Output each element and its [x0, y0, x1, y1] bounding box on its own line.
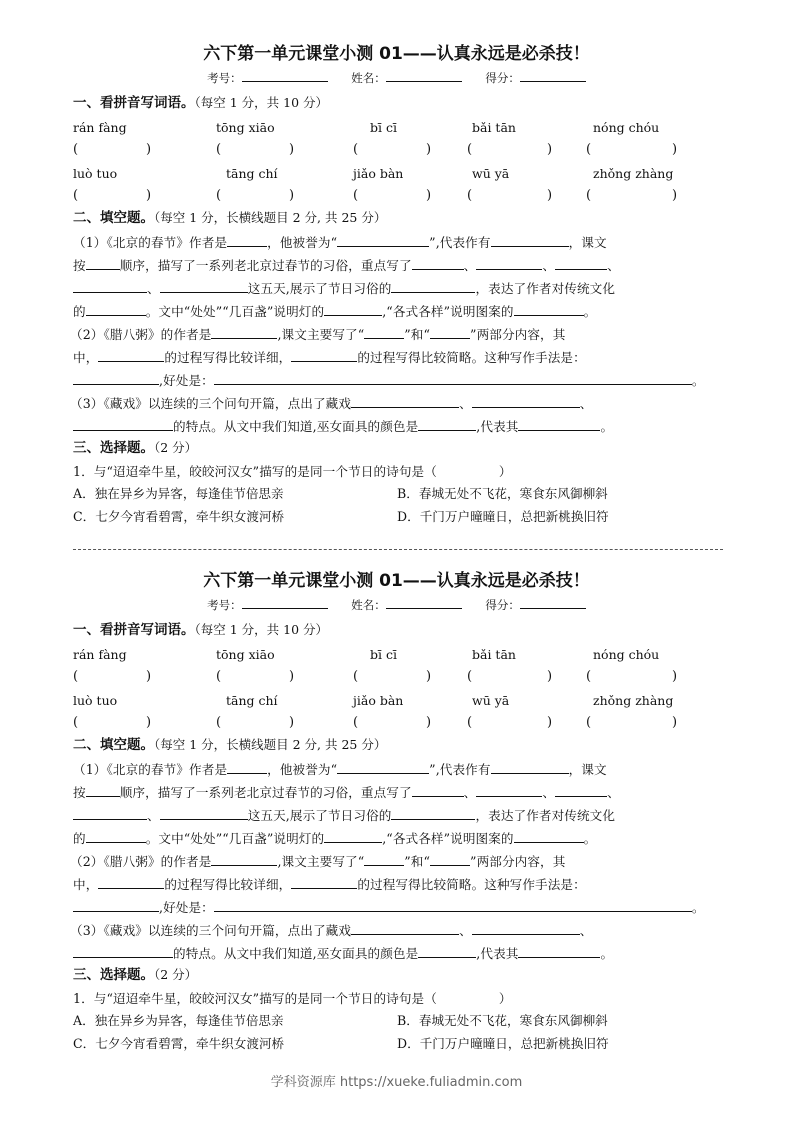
blank-lamps[interactable]	[324, 828, 382, 843]
blank-part-2[interactable]	[430, 851, 470, 866]
pinyin-8: jiǎo bàn	[353, 166, 404, 181]
fill-line-6: 中， 的过程写得比较详细， 的过程写得比较简略。这种写作手法是：	[73, 347, 586, 367]
option-b[interactable]: B．春城无处不飞花，寒食东风御柳斜	[397, 486, 608, 501]
pinyin-9: wū yā	[472, 693, 510, 708]
blank-day-1[interactable]	[412, 782, 464, 797]
blank-author[interactable]	[227, 232, 267, 247]
fill-line-4: 的 。文中“处处”“几百盏”说明灯的 ,“各式各样”说明图案的 。	[73, 301, 596, 321]
answer-box-1[interactable]: ( )	[73, 669, 152, 684]
blank-mask-color[interactable]	[418, 416, 476, 431]
answer-box-9[interactable]: ( )	[467, 715, 553, 730]
fill-line-2: 按 顺序，描写了一系列老北京过春节的习俗，重点写了 、 、 、	[73, 255, 620, 275]
blank-brief[interactable]	[291, 347, 357, 362]
pinyin-6: luò tuo	[73, 693, 118, 708]
blank-author[interactable]	[227, 759, 267, 774]
answer-box-2[interactable]: ( )	[216, 669, 295, 684]
blank-detailed[interactable]	[98, 347, 164, 362]
answer-box-9[interactable]: ( )	[467, 188, 553, 203]
blank-part-1[interactable]	[364, 851, 404, 866]
blank-lamps[interactable]	[324, 301, 382, 316]
blank-part-2[interactable]	[430, 324, 470, 339]
option-a[interactable]: A．独在异乡为异客，每逢佳节倍思亲	[73, 486, 284, 501]
blank-day-5[interactable]	[160, 805, 248, 820]
answer-box-3[interactable]: ( )	[353, 669, 432, 684]
name-label: 姓名：	[351, 598, 386, 612]
blank-custom[interactable]	[391, 278, 475, 293]
answer-box-5[interactable]: ( )	[586, 669, 678, 684]
fill-line-1: （1）《北京的春节》作者是 ，他被誉为“ ”,代表作有 ，课文	[73, 759, 607, 779]
blank-title[interactable]	[337, 759, 429, 774]
name-blank[interactable]	[386, 69, 462, 82]
blank-culture[interactable]	[86, 828, 146, 843]
fill-line-3: 、 这五天,展示了节日习俗的 ，表达了作者对传统文化	[73, 805, 615, 825]
blank-day-1[interactable]	[412, 255, 464, 270]
fill-line-9: 的特点。从文中我们知道,巫女面具的颜色是 ,代表其 。	[73, 416, 613, 436]
score-label: 得分：	[485, 598, 520, 612]
blank-works[interactable]	[491, 759, 569, 774]
exam-no-blank[interactable]	[242, 69, 328, 82]
answer-box-8[interactable]: ( )	[353, 188, 432, 203]
blank-culture[interactable]	[86, 301, 146, 316]
name-blank[interactable]	[386, 596, 462, 609]
blank-day-4[interactable]	[73, 278, 147, 293]
answer-box-3[interactable]: ( )	[353, 142, 432, 157]
answer-box-5[interactable]: ( )	[586, 142, 678, 157]
section-3-heading: 三、选择题。（2 分）	[73, 967, 198, 983]
fill-line-7: ,好处是： 。	[73, 370, 705, 390]
option-c[interactable]: C．七夕今宵看碧霄，牵牛织女渡河桥	[73, 1036, 285, 1051]
blank-feature-2[interactable]	[472, 393, 580, 408]
quiz-title: 六下第一单元课堂小测 01——认真永远是必杀技！	[203, 571, 590, 591]
blank-technique[interactable]	[73, 370, 159, 385]
pinyin-10: zhǒng zhàng	[593, 693, 674, 708]
blank-represents[interactable]	[518, 943, 600, 958]
quiz-title: 六下第一单元课堂小测 01——认真永远是必杀技！	[203, 44, 590, 64]
blank-title[interactable]	[337, 232, 429, 247]
fill-line-4: 的 。文中“处处”“几百盏”说明灯的 ,“各式各样”说明图案的 。	[73, 828, 596, 848]
pinyin-1: rán fàng	[73, 647, 127, 662]
choice-answer-box[interactable]	[437, 989, 499, 1003]
option-b[interactable]: B．春城无处不飞花，寒食东风御柳斜	[397, 1013, 608, 1028]
pinyin-3: bī cī	[370, 647, 397, 662]
blank-custom[interactable]	[391, 805, 475, 820]
student-info-row	[0, 596, 793, 613]
page-footer: 学科资源库 https://xueke.fuliadmin.com	[270, 1075, 523, 1090]
blank-day-3[interactable]	[555, 782, 607, 797]
pinyin-7: tāng chí	[226, 166, 278, 181]
blank-day-2[interactable]	[476, 255, 542, 270]
blank-order[interactable]	[86, 782, 120, 797]
blank-day-5[interactable]	[160, 278, 248, 293]
blank-laba-author[interactable]	[211, 851, 277, 866]
section-2-heading: 二、填空题。（每空 1 分，长横线题目 2 分, 共 25 分）	[73, 210, 387, 226]
blank-day-2[interactable]	[476, 782, 542, 797]
pinyin-10: zhǒng zhàng	[593, 166, 674, 181]
answer-box-10[interactable]: ( )	[586, 188, 678, 203]
blank-represents[interactable]	[518, 416, 600, 431]
exam-no-label: 考号：	[207, 598, 242, 612]
answer-box-6[interactable]: ( )	[73, 715, 152, 730]
fill-line-8: （3）《藏戏》以连续的三个问句开篇，点出了藏戏 、 、	[70, 920, 592, 940]
score-blank[interactable]	[520, 69, 586, 82]
cut-line-divider	[73, 549, 723, 550]
pinyin-2: tōng xiāo	[216, 120, 275, 135]
blank-benefit[interactable]	[214, 897, 692, 912]
pinyin-1: rán fàng	[73, 120, 127, 135]
blank-part-1[interactable]	[364, 324, 404, 339]
answer-box-7[interactable]: ( )	[216, 715, 295, 730]
pinyin-2: tōng xiāo	[216, 647, 275, 662]
pinyin-4: bǎi tān	[472, 120, 516, 135]
blank-technique[interactable]	[73, 897, 159, 912]
answer-box-6[interactable]: ( )	[73, 188, 152, 203]
exam-no-blank[interactable]	[242, 596, 328, 609]
fill-line-8: （3）《藏戏》以连续的三个问句开篇，点出了藏戏 、 、	[70, 393, 592, 413]
fill-line-2: 按 顺序，描写了一系列老北京过春节的习俗，重点写了 、 、 、	[73, 782, 620, 802]
answer-box-4[interactable]: ( )	[467, 669, 553, 684]
pinyin-6: luò tuo	[73, 166, 118, 181]
pinyin-3: bī cī	[370, 120, 397, 135]
blank-works[interactable]	[491, 232, 569, 247]
answer-box-10[interactable]: ( )	[586, 715, 678, 730]
pinyin-4: bǎi tān	[472, 647, 516, 662]
fill-line-6: 中， 的过程写得比较详细， 的过程写得比较简略。这种写作手法是：	[73, 874, 586, 894]
score-label: 得分：	[485, 71, 520, 85]
pinyin-9: wū yā	[472, 166, 510, 181]
choice-answer-box[interactable]	[437, 462, 499, 476]
blank-brief[interactable]	[291, 874, 357, 889]
fill-line-3: 、 这五天,展示了节日习俗的 ，表达了作者对传统文化	[73, 278, 615, 298]
answer-box-8[interactable]: ( )	[353, 715, 432, 730]
blank-feature-3[interactable]	[73, 943, 173, 958]
choice-question: 1．与“迢迢牵牛星，皎皎河汉女”描写的是同一个节日的诗句是（ ）	[73, 991, 512, 1006]
section-1-heading: 一、看拼音写词语。（每空 1 分，共 10 分）	[73, 622, 329, 638]
blank-day-4[interactable]	[73, 805, 147, 820]
exam-no-label: 考号：	[207, 71, 242, 85]
pinyin-7: tāng chí	[226, 693, 278, 708]
answer-box-4[interactable]: ( )	[467, 142, 553, 157]
fill-line-5: （2）《腊八粥》的作者是 ,课文主要写了“ ”和“ ”两部分内容，其	[70, 324, 565, 344]
blank-day-3[interactable]	[555, 255, 607, 270]
blank-benefit[interactable]	[214, 370, 692, 385]
student-info-row	[0, 69, 793, 86]
pinyin-8: jiǎo bàn	[353, 693, 404, 708]
blank-laba-author[interactable]	[211, 324, 277, 339]
option-d[interactable]: D．千门万户曈曈日，总把新桃换旧符	[397, 1036, 609, 1051]
answer-box-1[interactable]: ( )	[73, 142, 152, 157]
blank-feature-1[interactable]	[351, 393, 459, 408]
answer-box-2[interactable]: ( )	[216, 142, 295, 157]
choice-question: 1．与“迢迢牵牛星，皎皎河汉女”描写的是同一个节日的诗句是（ ）	[73, 464, 512, 479]
blank-mask-color[interactable]	[418, 943, 476, 958]
section-2-heading: 二、填空题。（每空 1 分，长横线题目 2 分, 共 25 分）	[73, 737, 387, 753]
blank-detailed[interactable]	[98, 874, 164, 889]
blank-patterns[interactable]	[514, 828, 584, 843]
name-label: 姓名：	[351, 71, 386, 85]
section-1-heading: 一、看拼音写词语。（每空 1 分，共 10 分）	[73, 95, 329, 111]
option-d[interactable]: D．千门万户曈曈日，总把新桃换旧符	[397, 509, 609, 524]
pinyin-5: nóng chóu	[593, 120, 660, 135]
blank-order[interactable]	[86, 255, 120, 270]
fill-line-7: ,好处是： 。	[73, 897, 705, 917]
section-3-heading: 三、选择题。（2 分）	[73, 440, 198, 456]
answer-box-7[interactable]: ( )	[216, 188, 295, 203]
pinyin-5: nóng chóu	[593, 647, 660, 662]
fill-line-1: （1）《北京的春节》作者是 ，他被誉为“ ”,代表作有 ，课文	[73, 232, 607, 252]
fill-line-5: （2）《腊八粥》的作者是 ,课文主要写了“ ”和“ ”两部分内容，其	[70, 851, 565, 871]
blank-patterns[interactable]	[514, 301, 584, 316]
blank-feature-3[interactable]	[73, 416, 173, 431]
option-a[interactable]: A．独在异乡为异客，每逢佳节倍思亲	[73, 1013, 284, 1028]
blank-feature-1[interactable]	[351, 920, 459, 935]
fill-line-9: 的特点。从文中我们知道,巫女面具的颜色是 ,代表其 。	[73, 943, 613, 963]
blank-feature-2[interactable]	[472, 920, 580, 935]
score-blank[interactable]	[520, 596, 586, 609]
option-c[interactable]: C．七夕今宵看碧霄，牵牛织女渡河桥	[73, 509, 285, 524]
